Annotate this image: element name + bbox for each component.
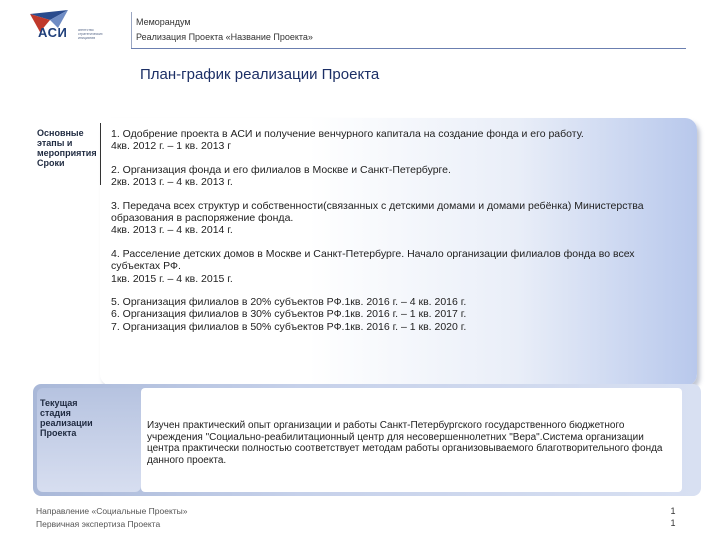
current-stage-text: Изучен практический опыт организации и работы Санкт-Петербургского государственного бюджетного учреждения "Социально-реабилитационный центр для несовершеннолетних "Вера".Система организации центра практически полностью соответствует методам работы организовываемого благотворительного фонда данного проекта. — [147, 420, 663, 466]
current-stage-label: Текущая стадия реализации Проекта — [40, 398, 93, 438]
stage-item: 5. Организация филиалов в 20% субъектов РФ.1кв. 2016 г. – 4 кв. 2016 г. 6. Организация филиалов в 30% субъектов РФ.1кв. 2016 г. – 1 кв. 2017 г. 7. Организация филиалов в 50% субъектов РФ.1кв. 2016 г. – 1 кв. 2020 г. — [111, 296, 467, 333]
stage-item: 1. Одобрение проекта в АСИ и получение венчурного капитала на создание фонда и его работу. 4кв. 2012 г. – 1 кв. 2013 г — [111, 128, 584, 153]
stage-item: 4. Расселение детских домов в Москве и Санкт-Петербурге. Начало организации филиалов фонда во всех субъектах РФ. 1кв. 2015 г. – 4 кв. 2015 г. — [111, 247, 635, 285]
header-memo: Меморандум — [136, 17, 191, 27]
header-project: Реализация Проекта «Название Проекта» — [136, 32, 313, 42]
header-divider — [131, 12, 132, 48]
page-number — [668, 505, 678, 529]
logo-name: АСИ — [38, 25, 68, 40]
footer-direction: Направление «Социальные Проекты» — [36, 506, 188, 516]
page-number-top: 1 — [670, 506, 676, 516]
logo-subtitle: агентство стратегических инициатив — [78, 28, 103, 40]
stage-item: 2. Организация фонда и его филиалов в Москве и Санкт-Петербурге. 2кв. 2013 г. – 4 кв. 2013 г. — [111, 163, 451, 189]
page-number-bottom: 1 — [670, 518, 676, 528]
header-rule — [131, 48, 686, 49]
stages-list — [111, 128, 686, 344]
stages-label: Основные этапы и мероприятия Сроки — [37, 128, 97, 168]
stage-item: 3. Передача всех структур и собственности(связанных с детскими домами и домами ребёнка) Министерства образования в распоряжение фонда. 4кв. 2013 г. – 4 кв. 2014 г. — [111, 199, 644, 237]
footer-expertise: Первичная экспертиза Проекта — [36, 519, 161, 529]
page-title: План-график реализации Проекта — [140, 66, 380, 83]
